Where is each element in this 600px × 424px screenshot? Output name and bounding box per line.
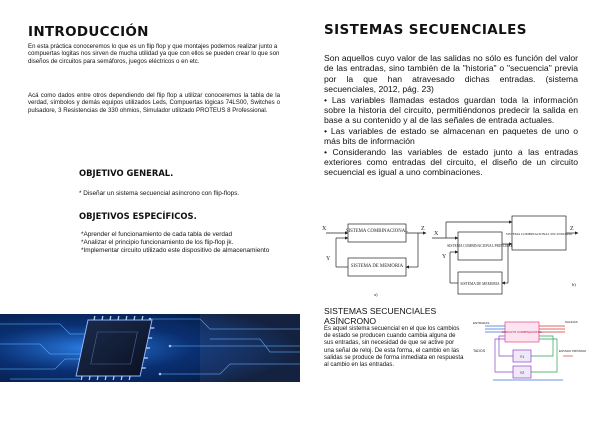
objetivo-general-title: OBJETIVO GENERAL. [79, 168, 174, 178]
diagram-b-output-z: Z [570, 226, 574, 232]
async-circuit-diagram [473, 318, 587, 388]
objetivo-item: *Analizar el principio funcionamiento de los flip-flop jk. [81, 239, 234, 247]
asincrono-title: SISTEMAS SECUENCIALES ASÍNCRONO [324, 306, 437, 326]
diagram-a-caption: a) [374, 292, 378, 297]
diagram-a-memory-label: SISTEMA DE MEMORIA [350, 264, 404, 269]
diagram-a-combinational-text: SISTEMA COMBINACIONAL [345, 229, 409, 234]
diagram-b-memory-label: SISTEMA DE MEMORIA [460, 282, 500, 286]
body-paragraph: • Las variables de estado se almacenan en paquetes de uno o más bits de información [324, 125, 578, 147]
estados-label: TADOS [473, 349, 486, 353]
diagram-a-combinational-label [346, 229, 408, 234]
diagram-a-output-z: Z [421, 226, 425, 232]
right-page [300, 0, 600, 424]
objetivo-item: *Implementar circuito utilizado este dispositivo de almacenamiento [81, 247, 270, 255]
entradas-label: ENTRADAS [473, 321, 490, 325]
body-paragraph: Son aquellos cuyo valor de las salidas no sólo es función del valor de las entradas, sino también de la "historia" o "secuencia" previa por la que han atravesado dichas entradas. (sistema secuenciales, 2012, pág. 23) [324, 53, 578, 95]
diagram-a-input-x: X [322, 226, 327, 232]
diagram-b-secundario-label: SISTEMA COMBINACIONAL SECUNDARIO [505, 232, 573, 236]
body-paragraph: • Considerando las variables de estado junto a las entradas exteriores como entradas del circuito, el diseño de un circuito secuencial es igual a uno combinaciones. [324, 146, 578, 178]
microchip-illustration [0, 314, 300, 382]
sistemas-secuenciales-body [324, 53, 578, 178]
diagram-b-caption: b) [572, 282, 576, 287]
intro-title: INTRODUCCIÓN [28, 24, 149, 40]
estado-proximo-label: ESTADO PRÓXIMO [559, 349, 587, 353]
diagram-b-input-x: X [434, 231, 439, 237]
objetivos-especificos-list [79, 231, 289, 255]
diagram-a-input-y: Y [326, 256, 331, 262]
body-paragraph: • Las variables llamadas estados guardan toda la información sobre la historia del circuito, permitiéndonos predecir la salida en base a su contenido y al de las señales de entrada actuales. [324, 94, 578, 126]
diagram-b-input-y: Y [442, 254, 447, 260]
flip-flop-2-label: Y2 [519, 371, 525, 375]
microchip-image [0, 314, 300, 382]
sequential-system-block-diagram [318, 214, 580, 298]
sistemas-secuenciales-title: SISTEMAS SECUENCIALES [324, 22, 527, 38]
salidas-label: SALIDAS [565, 320, 578, 324]
objetivo-general-text: * Diseñar un sistema secuencial asíncrono con flip-flops. [79, 190, 240, 197]
objetivos-especificos-title: OBJETIVOS ESPECÍFICOS. [79, 211, 197, 221]
intro-paragraph-1: En esta práctica conoceremos lo que es un flip flop y que montajes podemos realizar junto a compuertas logitas nos sirven de mucha utilidad ya que con ellos se pueden crear lo que son diseños de circuitos para semáforos, juegos eléctricos o en etc. [28, 43, 280, 65]
objetivo-item: *Aprender el funcionamiento de cada tabla de verdad [81, 231, 232, 238]
intro-paragraph-2: Acá como dados entre otros dependiendo del flip flop a utilizar conoceremos la tabla de la verdad, símbolos y demás equipos utilizados Leds, Compuertas lógicas 74LS00, Switches o pulsadore, 3 Resistencias de 330 ohmios, Simulador utilizado PROTEUS 8 Professional. [28, 92, 280, 114]
diagram-b-principal-label: SISTEMA COMBINACIONAL PRINCIPAL [447, 244, 513, 248]
asincrono-text: Es aquel sistema secuencial en el que los cambios de estado se producen cuando cambia alguna de sus entradas, sin necesidad de que se active por una señal de reloj. De esta forma, el cambio en las salidas se produce de forma inmediata en respuesta al cambio en las entradas. [324, 326, 464, 369]
flip-flop-1-label: Y1 [519, 355, 525, 359]
combinational-block-label: CIRCUITO COMBINACIONAL [501, 330, 543, 334]
